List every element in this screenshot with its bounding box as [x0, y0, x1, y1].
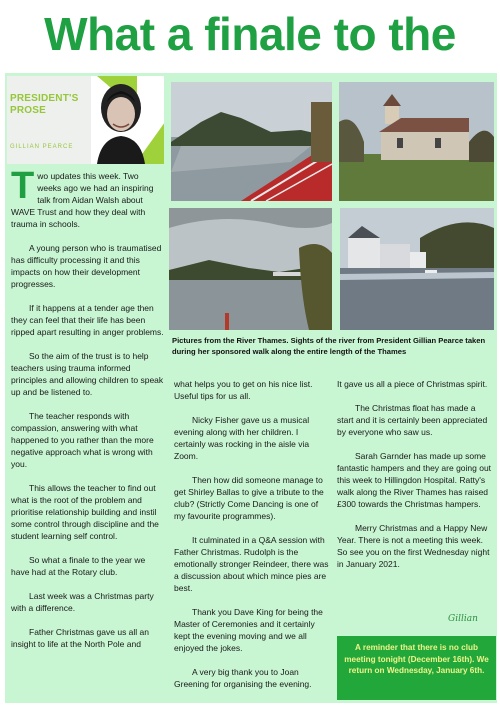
banner-strip: [7, 76, 91, 164]
paragraph: Merry Christmas and a Happy New Year. There is not a meeting this week. So see you on the first Wednesday night in January 2021.: [337, 523, 490, 569]
article-column-1: [11, 165, 164, 662]
paragraph: Father Christmas gave us all an insight to life at the North Pole and: [11, 627, 149, 649]
paragraph: Thank you Dave King for being the Master of Ceremonies and it certainly kept the evening moving and we all enjoyed the jokes.: [174, 607, 323, 653]
paragraph: So the aim of the trust is to help teachers using trauma informed principles and allowing children to speak up and be listened to.: [11, 351, 164, 397]
intro-text: wo updates this week. Two weeks ago we had an inspiring talk from Aidan Walsh about WAVE Trust and how they deal with trauma in schools.: [11, 171, 154, 229]
paragraph: The Christmas float has made a start and it is certainly been appreciated by everyone who saw us.: [337, 403, 488, 437]
paragraph: It gave us all a piece of Christmas spirit.: [337, 379, 488, 389]
banner-author: GILLIAN PEARCE: [10, 144, 74, 150]
paragraph: A very big thank you to Joan Greening for organising the evening.: [174, 667, 312, 689]
photo-caption: Pictures from the River Thames. Sights of the river from President Gillian Pearce taken during her sponsored walk along the entire length of the Thames: [172, 336, 486, 356]
paragraph: This allows the teacher to find out what is the root of the problem and prioritise relationship building and instil some control through discipline and the student learning self control.: [11, 483, 159, 541]
presidents-prose-banner: [7, 76, 164, 164]
paragraph: So what a finale to the year we have had at the Rotary club.: [11, 555, 146, 577]
page-title: What a finale to the: [44, 8, 456, 60]
article-column-2: [174, 378, 330, 702]
church-photo: [339, 82, 494, 201]
paragraph: It culminated in a Q&A session with Father Christmas. Rudolph is the emotionally stronger Reindeer, there was a discussion about which mince pies are best.: [174, 535, 329, 593]
paragraph: The teacher responds with compassion, answering with what happened to you rather than the more negative approach what is wrong with you.: [11, 411, 154, 469]
riverside-houses-photo: [340, 208, 494, 330]
banner-title: PRESIDENT'S PROSE: [10, 93, 79, 116]
intro-paragraph: [11, 165, 164, 230]
river-bridge-photo: [169, 208, 332, 330]
president-portrait: [93, 78, 149, 164]
author-signature: Gillian: [448, 614, 478, 624]
drop-cap: T: [11, 165, 35, 207]
paragraph: A young person who is traumatised has difficulty processing it and this impacts on how their development progresses.: [11, 243, 162, 289]
paragraph: Nicky Fisher gave us a musical evening along with her children. I certainly was rocking in the aisle via Zoom.: [174, 415, 310, 461]
river-photo-railing: [171, 82, 332, 201]
paragraph: what helps you to get on his nice list. Useful tips for us all.: [174, 379, 313, 401]
paragraph: Sarah Garnder has made up some fantastic hampers and they are going out this week to Hillingdon Hospital. Ratty's walk along the River Thames has raised £300 towards the Christmas hampers.: [337, 451, 492, 509]
paragraph: Then how did someone manage to get Shirley Ballas to give a tribute to the club? (Strictly Come Dancing is one of my favourite programmes).: [174, 475, 324, 521]
paragraph: If it happens at a tender age then they can feel that their life has been ripped apart resulting in anger problems.: [11, 303, 164, 337]
paragraph: Last week was a Christmas party with a difference.: [11, 591, 154, 613]
meeting-reminder-box: A reminder that there is no club meeting tonight (December 16th). We return on Wednesday, January 6th.: [337, 636, 496, 700]
article-column-3: [337, 378, 494, 582]
